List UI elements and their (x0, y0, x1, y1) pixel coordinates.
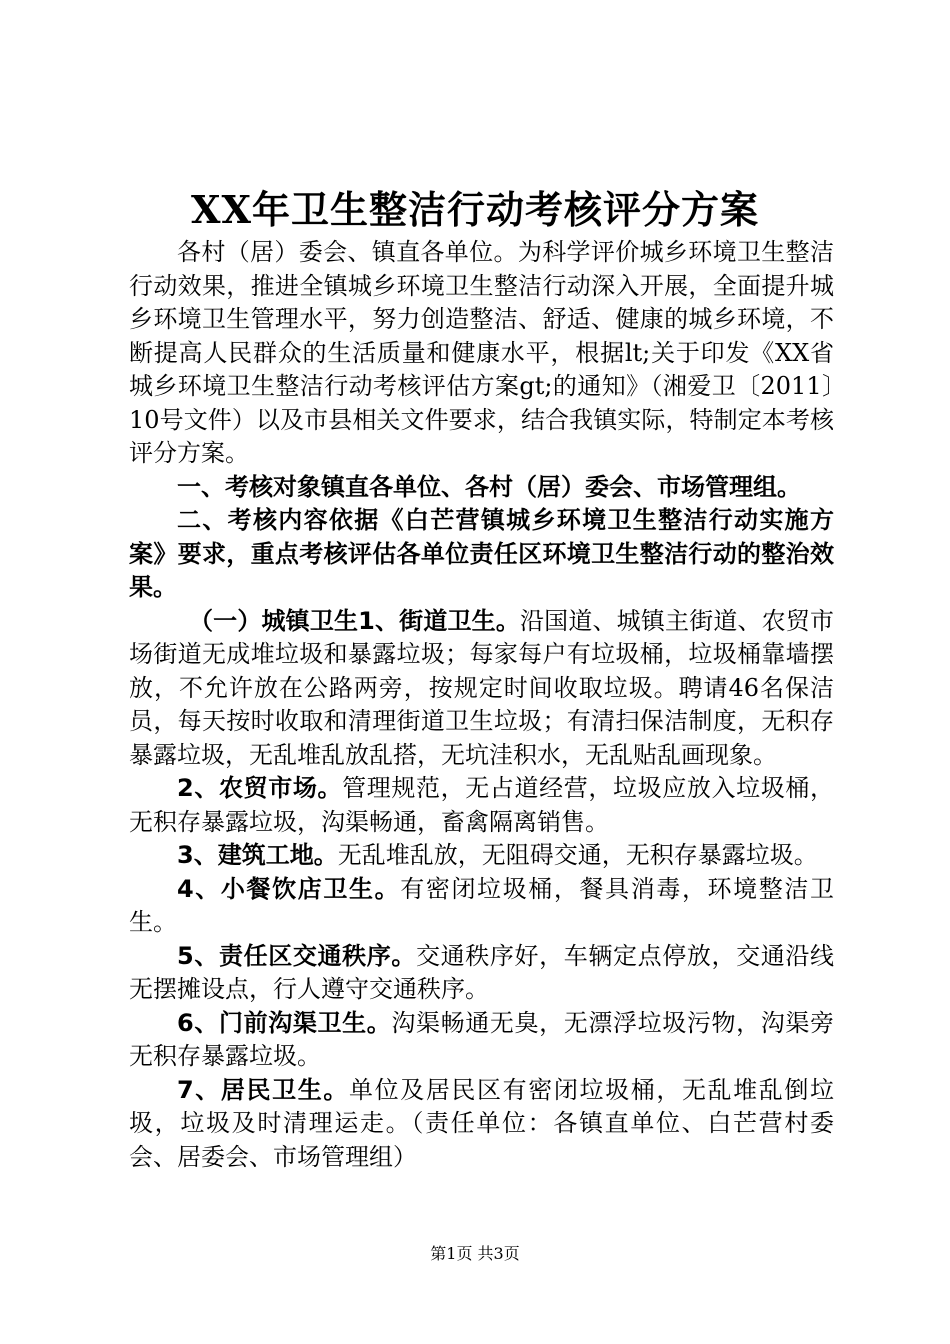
item-paragraph-street (129, 605, 834, 773)
item-text: 交通秩序好，车辆定点停放，交通沿线无摆摊设点，行人遵守交通秩序。 (129, 941, 834, 1003)
intro-paragraph: 各村（居）委会、镇直各单位。为科学评价城乡环境卫生整洁行动效果，推进全镇城乡环境卫生整洁行动深入开展，全面提升城乡环境卫生管理水平，努力创造整洁、舒适、健康的城乡环境，不断提高人民群众的生活质量和健康水平，根据lt;关于印发《XX省城乡环境卫生整洁行动考核评估方案gt;的通知》（湘爱卫〔2011〕10号文件）以及市县相关文件要求，结合我镇实际，特制定本考核评分方案。 (129, 238, 834, 467)
item-paragraph-construction (129, 839, 834, 873)
item-text: 管理规范，无占道经营，垃圾应放入垃圾桶，无积存暴露垃圾，沟渠畅通，畜禽隔离销售。 (129, 774, 835, 836)
item-lead: 6、门前沟渠卫生。 (177, 1008, 392, 1037)
item-lead: 7、居民卫生。 (177, 1075, 349, 1104)
item-lead: （一）城镇卫生1、街道卫生。 (189, 606, 521, 635)
document-title: XX年卫生整洁行动考核评分方案 (191, 187, 759, 232)
item-lead: 4、小餐饮店卫生。 (177, 874, 401, 903)
item-paragraph-residents (129, 1074, 834, 1175)
item-paragraph-market (129, 772, 834, 839)
item-text: 无乱堆乱放，无阻碍交通，无积存暴露垃圾。 (337, 841, 818, 869)
document-body (129, 236, 834, 1174)
item-text: 沿国道、城镇主街道、农贸市场街道无成堆垃圾和暴露垃圾；每家每户有垃圾桶，垃圾桶靠墙摆放，不允许放在公路两旁，按规定时间收取垃圾。聘请46名保洁员，每天按时收取和清理街道卫生垃圾；有清扫保洁制度，无积存暴露垃圾，无乱堆乱放乱搭，无坑洼积水，无乱贴乱画现象。 (129, 606, 834, 769)
item-paragraph-restaurant (129, 873, 834, 940)
page-footer: 第1页 共3页 (430, 1244, 520, 1263)
item-text: 单位及居民区有密闭垃圾桶，无乱堆乱倒垃圾，垃圾及时清理运走。（责任单位：各镇直单位、白芒营村委会、居委会、市场管理组） (129, 1075, 834, 1171)
section-2-paragraph: 二、考核内容依据《白芒营镇城乡环境卫生整洁行动实施方案》要求，重点考核评估各单位责任区环境卫生整洁行动的整治效果。 (129, 506, 834, 601)
section-1-paragraph: 一、考核对象镇直各单位、各村（居）委会、市场管理组。 (177, 472, 801, 501)
item-lead: 5、责任区交通秩序。 (177, 941, 416, 970)
item-paragraph-ditch (129, 1007, 834, 1074)
item-lead: 3、建筑工地。 (177, 841, 338, 869)
item-paragraph-traffic (129, 940, 834, 1007)
item-text: 沟渠畅通无臭，无漂浮垃圾污物，沟渠旁无积存暴露垃圾。 (129, 1008, 834, 1070)
item-lead: 2、农贸市场。 (177, 774, 343, 802)
item-text: 有密闭垃圾桶，餐具消毒，环境整洁卫生。 (129, 874, 835, 936)
